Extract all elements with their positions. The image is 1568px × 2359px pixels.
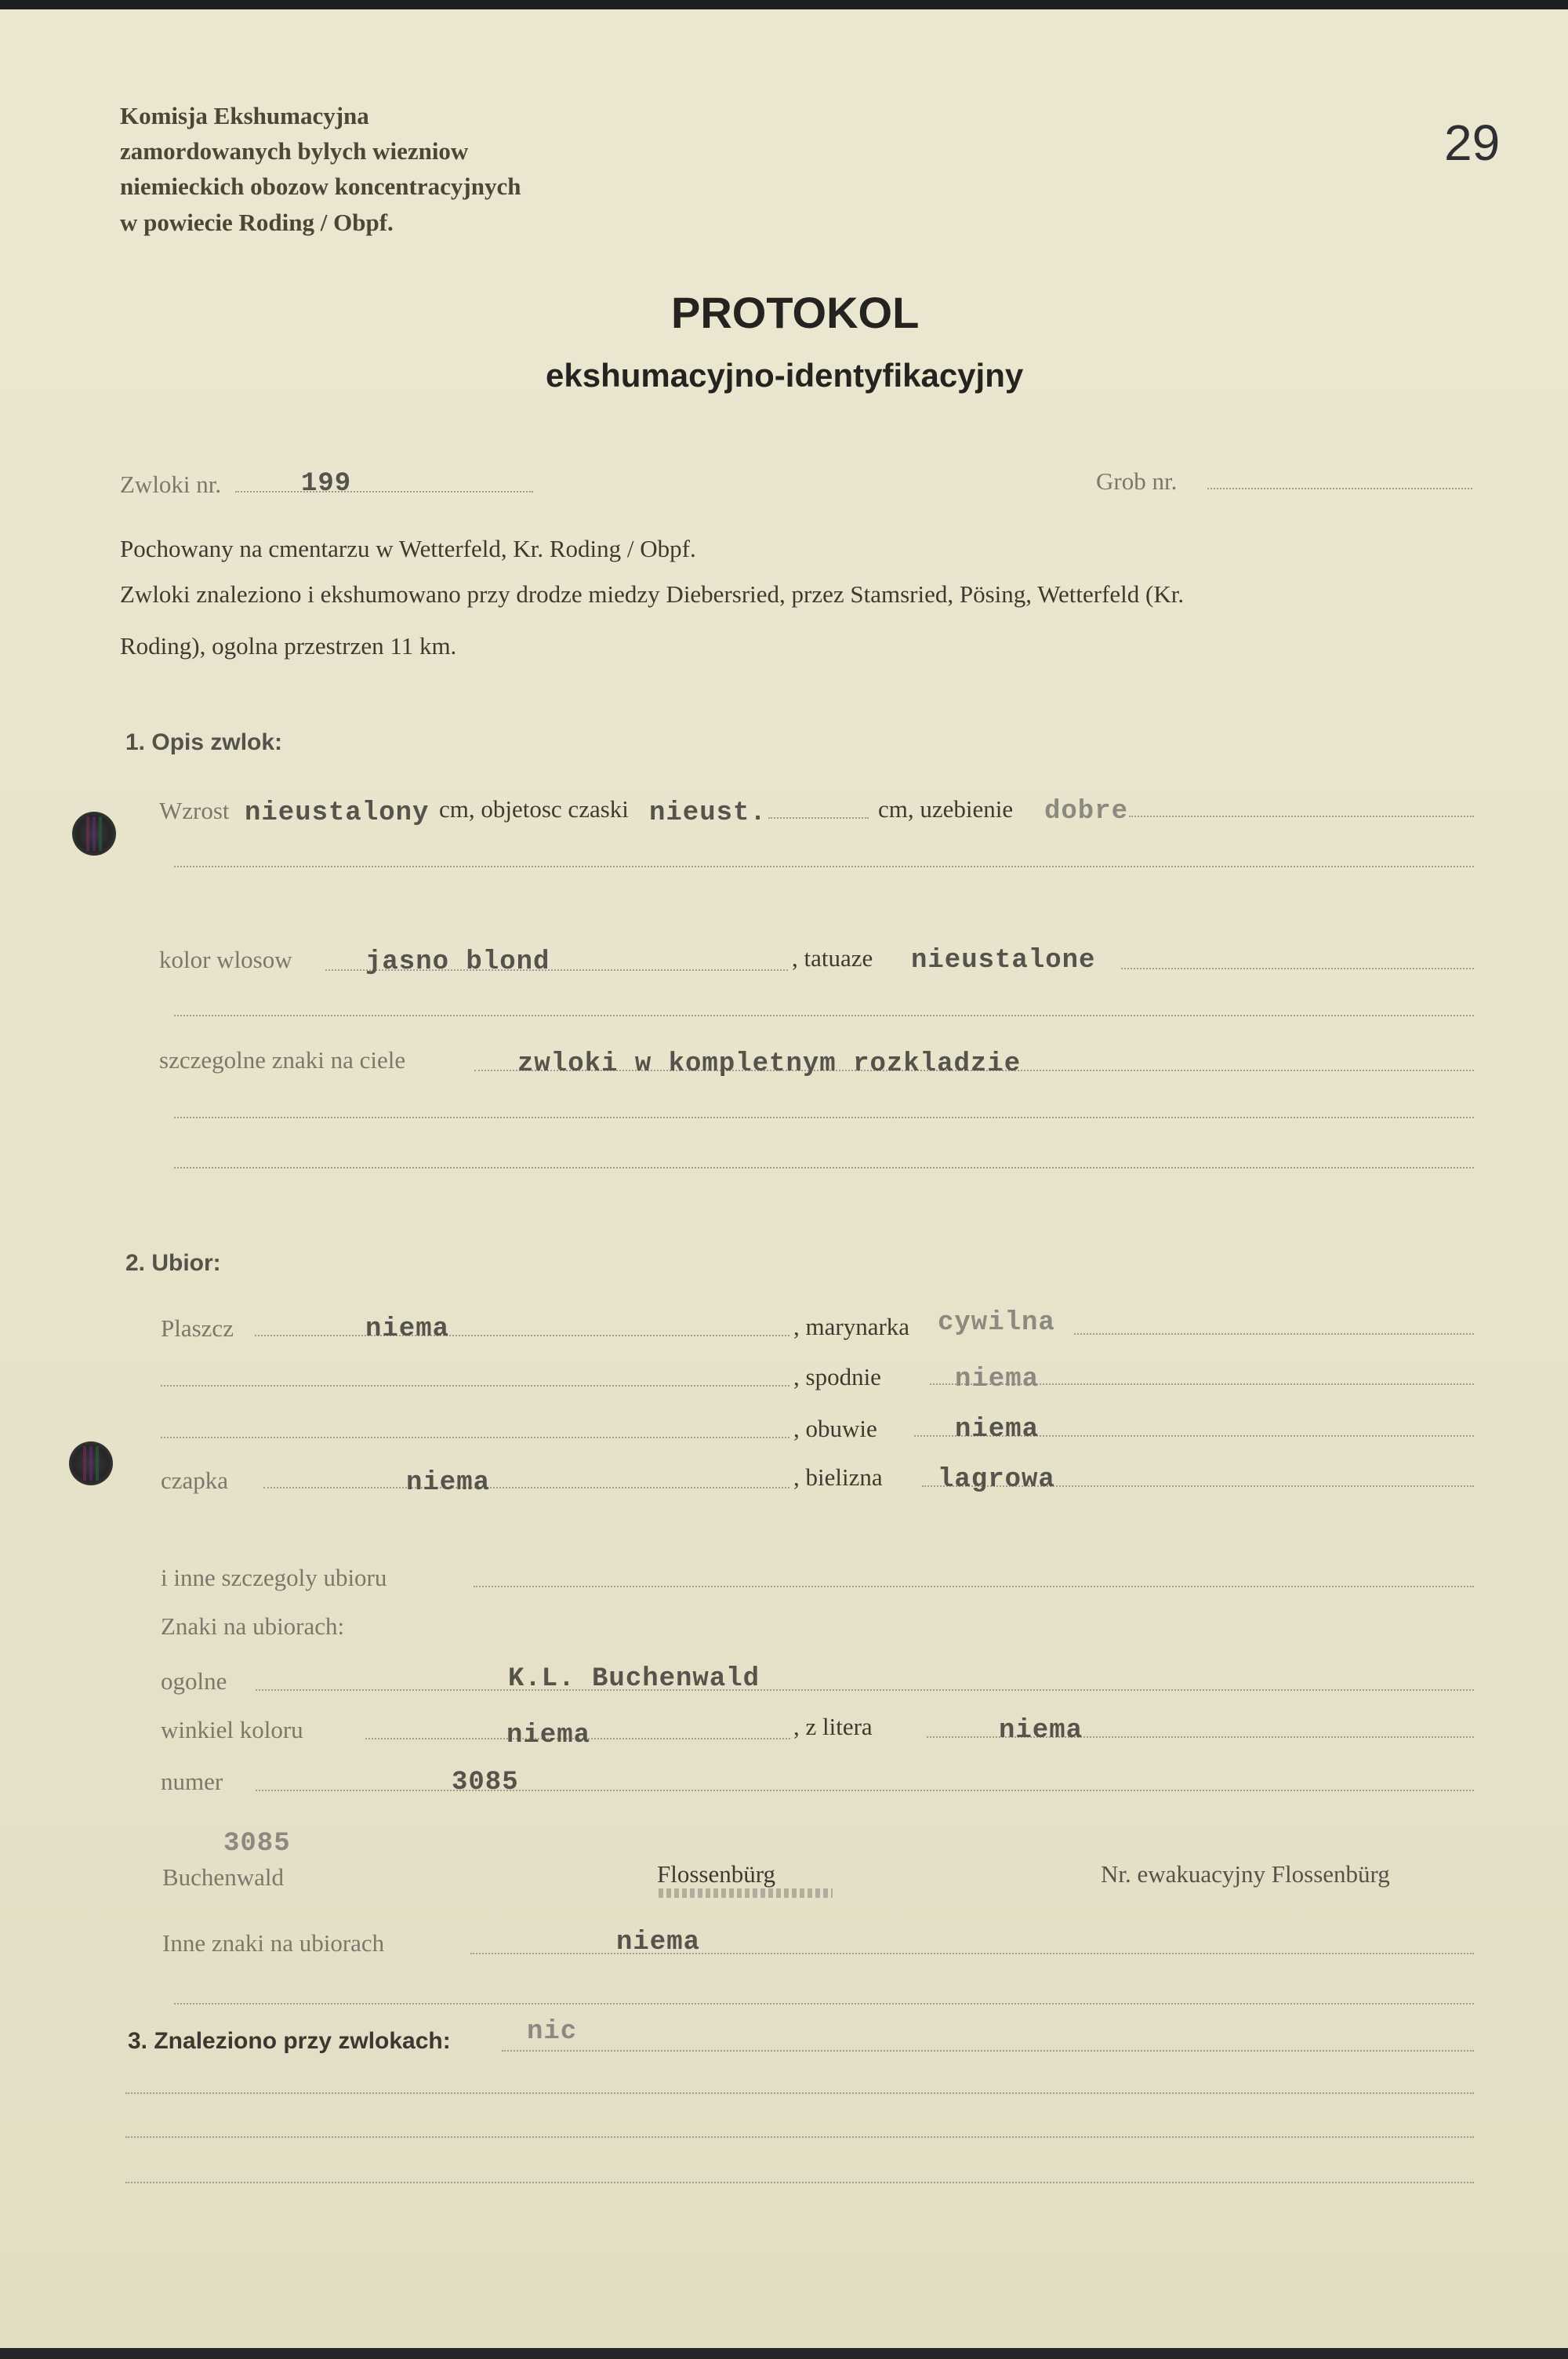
plaszcz-line — [255, 1335, 789, 1336]
czapka-value: niema — [406, 1468, 491, 1498]
uzebienie-line — [1129, 816, 1474, 817]
blank-line-8 — [125, 2182, 1474, 2183]
blank-line-2 — [174, 1015, 1474, 1016]
zwloki-label: Zwloki nr. — [120, 471, 222, 498]
inne-szczegoly-line — [474, 1586, 1474, 1587]
wzrost-value: nieustalony — [245, 798, 430, 828]
spodnie-label: , spodnie — [793, 1363, 881, 1390]
czaszka-value: nieust. — [649, 798, 767, 828]
inne-znaki-label: Inne znaki na ubiorach — [162, 1929, 385, 1957]
znaki-value: zwloki w kompletnym rozkladzie — [517, 1049, 1022, 1079]
blank-line-6 — [125, 2092, 1474, 2094]
tatuaze-value: nieustalone — [911, 946, 1096, 976]
blank-line-1 — [174, 866, 1474, 867]
flossenburg-strikeout — [659, 1888, 833, 1898]
tatuaze-line — [1121, 968, 1474, 969]
header-line-4: w powiecie Roding / Obpf. — [120, 209, 394, 236]
obuwie-label: , obuwie — [793, 1415, 877, 1442]
czaszka-line — [768, 817, 869, 819]
blank-line-7 — [125, 2136, 1474, 2138]
header-line-2: zamordowanych bylych wiezniow — [120, 137, 469, 165]
page-number: 29 — [1444, 114, 1501, 171]
czapka-label: czapka — [161, 1467, 229, 1494]
kolor-value: jasno blond — [365, 947, 550, 977]
section-3-line — [502, 2050, 1474, 2052]
section-2-heading: 2. Ubior: — [125, 1250, 221, 1276]
zwloki-value: 199 — [301, 469, 352, 499]
marynarka-value: cywilna — [938, 1308, 1055, 1338]
znaki-label: szczegolne znaki na ciele — [159, 1046, 406, 1074]
wzrost-label: Wzrost — [159, 797, 230, 824]
inne-znaki-value: niema — [616, 1928, 701, 1957]
header-line-1: Komisja Ekshumacyjna — [120, 102, 369, 129]
spodnie-left-line — [161, 1385, 789, 1387]
bielizna-value: lagrowa — [938, 1465, 1055, 1495]
obuwie-left-line — [161, 1437, 789, 1438]
litera-value: niema — [999, 1716, 1083, 1746]
section-3-heading: 3. Znaleziono przy zwlokach: — [128, 2028, 451, 2054]
obuwie-value: niema — [955, 1415, 1040, 1445]
ogolne-value: K.L. Buchenwald — [508, 1664, 760, 1694]
cm-uzebienie-label: cm, uzebienie — [878, 795, 1014, 823]
znaleziono-text-2: Roding), ogolna przestrzen 11 km. — [120, 632, 457, 660]
plaszcz-label: Plaszcz — [161, 1314, 234, 1342]
section-1-heading: 1. Opis zwlok: — [125, 729, 283, 755]
blank-line-5 — [174, 2003, 1474, 2005]
pochowany-text: Pochowany na cmentarzu w Wetterfeld, Kr. Roding / Obpf. — [120, 535, 696, 562]
cm-czaszka-label: cm, objetosc czaski — [439, 795, 629, 823]
marynarka-label: , marynarka — [793, 1313, 910, 1340]
punch-hole-bottom — [69, 1441, 113, 1485]
znaki-ubior-label: Znaki na ubiorach: — [161, 1612, 345, 1640]
tatuaze-label: , tatuaze — [792, 944, 873, 972]
plaszcz-value: niema — [365, 1314, 450, 1344]
page-title: PROTOKOL — [671, 288, 920, 337]
scan-top-edge — [0, 0, 1568, 9]
grob-line — [1207, 488, 1472, 489]
numer-label: numer — [161, 1768, 223, 1795]
grob-label: Grob nr. — [1096, 467, 1178, 495]
blank-line-4 — [174, 1167, 1474, 1169]
kolor-label: kolor wlosow — [159, 946, 292, 973]
numer-line — [256, 1790, 1474, 1791]
page-subtitle: ekshumacyjno-identyfikacyjny — [546, 357, 1024, 394]
znaleziono-text-1: Zwloki znaleziono i ekshumowano przy drodze miedzy Diebersried, przez Stamsried, Pösing, Wetterfeld (Kr. — [120, 580, 1185, 608]
section-3-value: nic — [527, 2017, 578, 2047]
numer-value: 3085 — [452, 1768, 519, 1797]
punch-hole-top — [72, 812, 116, 856]
blank-line-3 — [174, 1117, 1474, 1118]
litera-label: , z litera — [793, 1713, 873, 1740]
marynarka-line — [1074, 1333, 1474, 1335]
spodnie-value: niema — [955, 1365, 1040, 1394]
inne-szczegoly-label: i inne szczegoly ubioru — [161, 1564, 387, 1591]
ogolne-label: ogolne — [161, 1667, 227, 1695]
flossenburg-label: Flossenbürg — [657, 1860, 776, 1888]
header-line-3: niemieckich obozow koncentracyjnych — [120, 173, 521, 200]
bielizna-label: , bielizna — [793, 1463, 883, 1491]
buchenwald-label: Buchenwald — [162, 1863, 284, 1891]
winkiel-value: niema — [506, 1721, 591, 1750]
nr-ewakuacyjny-label: Nr. ewakuacyjny Flossenbürg — [1101, 1860, 1390, 1888]
buchenwald-number: 3085 — [223, 1829, 291, 1859]
ogolne-line — [256, 1689, 1474, 1691]
winkiel-label: winkiel koloru — [161, 1716, 303, 1743]
uzebienie-value: dobre — [1044, 797, 1129, 827]
zwloki-line — [235, 491, 533, 493]
czapka-line — [263, 1487, 789, 1488]
scan-bottom-edge — [0, 2348, 1568, 2359]
